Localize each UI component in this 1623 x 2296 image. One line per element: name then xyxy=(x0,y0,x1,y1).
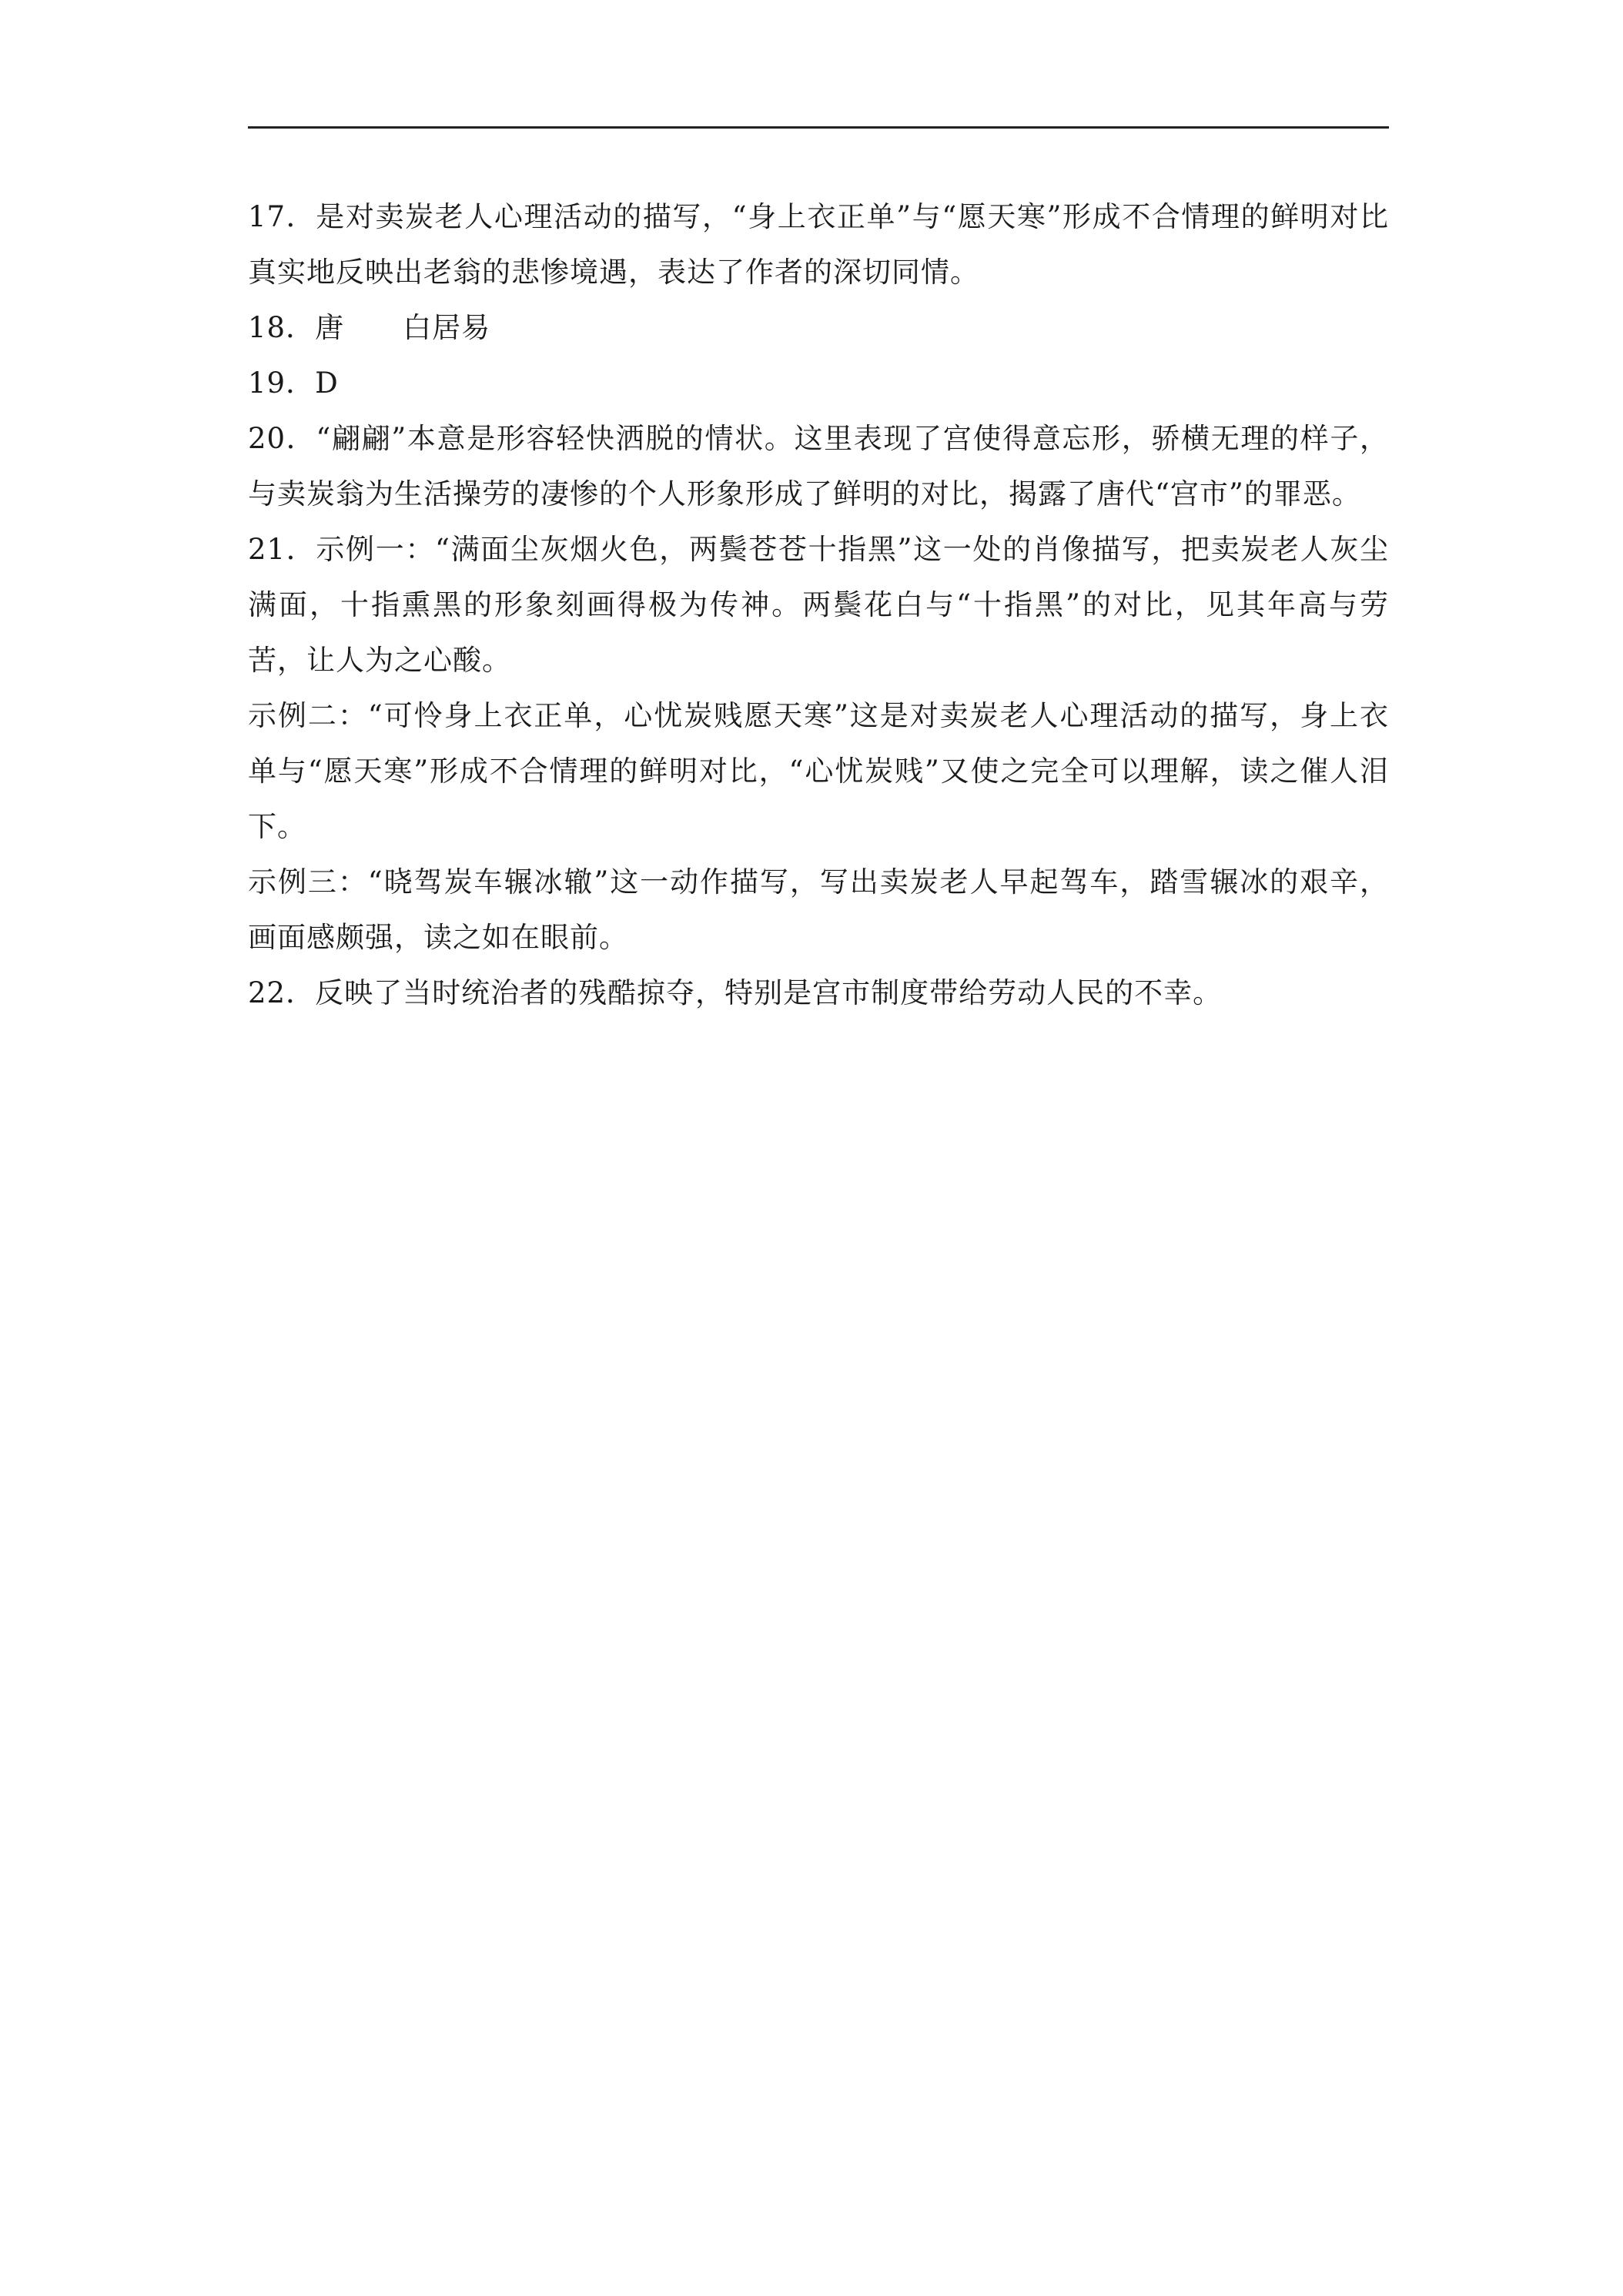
answer-21-example-2: 示例二：“可怜身上衣正单，心忧炭贱愿天寒”这是对卖炭老人心理活动的描写，身上衣单与“愿天寒”形成不合情理的鲜明对比，“心忧炭贱”又使之完全可以理解，读之催人泪下。 xyxy=(248,699,1389,843)
header-rule xyxy=(248,126,1389,129)
answer-18: 18．唐 白居易 xyxy=(248,311,491,344)
answer-19: 19．D xyxy=(248,366,339,400)
answer-21-example-1: 21．示例一：“满面尘灰烟火色，两鬓苍苍十指黑”这一处的肖像描写，把卖炭老人灰尘满面，十指熏黑的形象刻画得极为传神。两鬓花白与“十指黑”的对比，见其年高与劳苦，让人为之心酸。 xyxy=(248,533,1389,677)
answer-17: 17．是对卖炭老人心理活动的描写，“身上衣正单”与“愿天寒”形成不合情理的鲜明对比真实地反映出老翁的悲惨境遇，表达了作者的深切同情。 xyxy=(248,200,1389,289)
answer-20: 20．“翩翩”本意是形容轻快洒脱的情状。这里表现了宫使得意忘形，骄横无理的样子，与卖炭翁为生活操劳的凄惨的个人形象形成了鲜明的对比，揭露了唐代“宫市”的罪恶。 xyxy=(248,422,1389,510)
answer-21-example-3: 示例三：“晓驾炭车辗冰辙”这一动作描写，写出卖炭老人早起驾车，踏雪辗冰的艰辛，画面感颇强，读之如在眼前。 xyxy=(248,865,1389,954)
answer-content xyxy=(248,189,1389,1021)
answer-22: 22．反映了当时统治者的残酷掠夺，特别是宫市制度带给劳动人民的不幸。 xyxy=(248,976,1223,1009)
